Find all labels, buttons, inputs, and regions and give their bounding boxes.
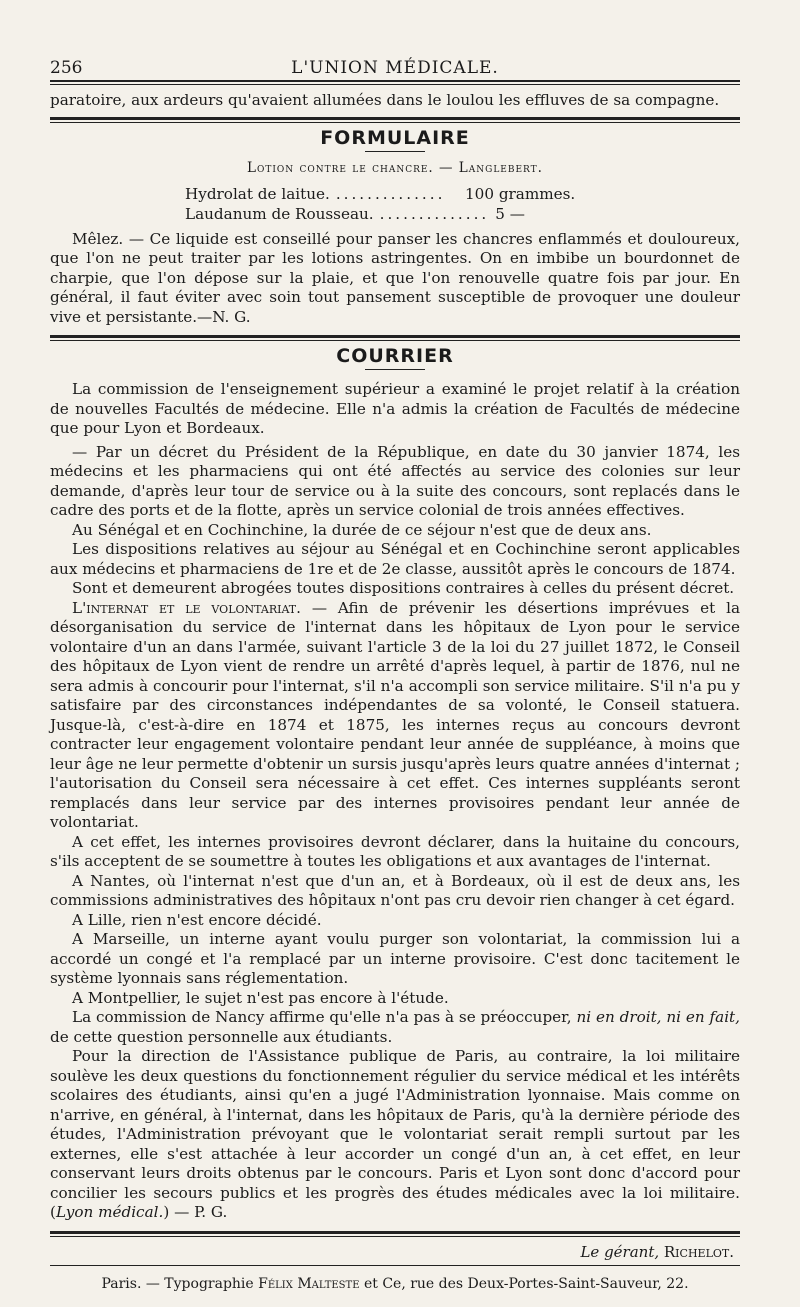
formulaire-body: Mêlez. — Ce liquide est conseillé pour panser les chancres enflammés et douloureux, que l'on ne peut traiter par les lotions astringentes. On en imbibe un bourdonnet de charpie, que l'on dépose sur la plaie, et que l'on renouvelle quatre fois par jour. En général, il faut éviter avec soin tout pansement susceptible de provoquer une douleur vive et persistante.—N. G. <box>50 229 740 326</box>
formulaire-title: FORMULAIRE <box>320 126 470 149</box>
page-number: 256 <box>50 58 83 78</box>
ingredient-row <box>185 184 605 204</box>
internat-lead: L'internat et le volontariat. <box>72 598 301 617</box>
ingredient-row <box>185 204 605 224</box>
ingredient-name: Laudanum de Rousseau. <box>185 204 374 223</box>
nancy-text: La commission de Nancy affirme qu'elle n'a pas à se préoccuper, <box>72 1008 577 1026</box>
imprint-rule <box>50 1265 740 1266</box>
journal-title: L'UNION MÉDICALE. <box>291 58 499 78</box>
ingredient-list <box>185 184 605 224</box>
ingredient-quantity: 100 grammes. <box>465 184 576 203</box>
title-underline <box>365 151 425 152</box>
printer-imprint <box>50 1276 740 1292</box>
page-content <box>50 50 740 1292</box>
news-paragraph: Au Sénégal et en Cochinchine, la durée de ce séjour n'est que de deux ans. <box>72 520 652 539</box>
news-paragraph: La commission de l'enseignement supérieur a examiné le projet relatif à la création de nouvelles Facultés de médecine. Elle n'a admis la création de Facultés de médecine que pour Lyon et Bordeaux. <box>50 380 740 437</box>
gerant-label: Le gérant, <box>580 1242 660 1261</box>
news-paragraph: — Par un décret du Président de la République, en date du 30 janvier 1874, les médecins et les pharmaciens qui ont été affectés au service des colonies sur leur demande, d'après leur tour de service ou à la suite des concours, sont replacés dans le cadre des ports et de la flotte, après un service colonial de trois années effectives. <box>50 442 740 519</box>
news-paragraph: A Nantes, où l'internat n'est que d'un an, et à Bordeaux, où il est de deux ans, les commissions administratives des hôpitaux n'ont pas cru devoir rien changer à cet égard. <box>50 871 740 909</box>
header-rule <box>50 80 740 85</box>
internat-text: — Afin de prévenir les désertions imprévues et la désorganisation du service de l'internat dans les hôpitaux de Lyon pour le service volontaire d'un an dans l'armée, suivant l'article 3 de la loi du 27 juillet 1872, le Conseil des hôpitaux de Lyon vient de rendre un arrêté d'après lequel, à partir de 1876, nul ne sera admis à concourir pour l'internat, s'il n'a accompli son service militaire. S'il n'a pu y satisfaire par des circonstances indépendantes de sa volonté, le Conseil statuera. Jusque-là, c'est-à-dire en 1874 et 1875, les internes reçus au concours devront contracter leur engagement volontaire pendant leur année de suppléance, à moins que leur âge ne leur permette d'obtenir un sursis jusqu'après leurs quatre années d'internat ; l'autorisation du Conseil sera nécessaire à cet effet. Ces internes suppléants seront remplacés dans leur service par des internes provisoires pendant leur année de volontariat. <box>50 598 740 831</box>
ingredient-name: Hydrolat de laitue. <box>185 184 330 203</box>
ingredient-quantity: 5 — <box>495 204 525 223</box>
internat-paragraph <box>50 599 740 833</box>
footer-rule <box>50 1231 740 1237</box>
section-rule-courrier <box>50 335 740 341</box>
news-paragraph: A Marseille, un interne ayant voulu purger son volontariat, la commission lui a accordé un congé et l'a remplacé par un interne provisoire. C'est donc tacitement le système lyonnais sans réglementation. <box>50 930 740 987</box>
news-paragraph: Sont et demeurent abrogées toutes dispositions contraires à celles du présent décret. <box>72 579 735 597</box>
imprint-prefix: Paris. — Typographie <box>101 1275 259 1292</box>
nancy-paragraph <box>50 1008 740 1047</box>
news-paragraph: Les dispositions relatives au séjour au Sénégal et en Cochinchine seront applicables aux médecins et pharmaciens de 1re et de 2e classe, aussitôt après le concours de 1874. <box>50 540 740 578</box>
news-paragraph: A cet effet, les internes provisoires devront déclarer, dans la huitaine du concours, s'ils acceptent de se soumettre à toutes les obligations et aux avantages de l'internat. <box>50 832 740 870</box>
gerant-line <box>50 1243 734 1261</box>
imprint-address: et Ce, rue des Deux-Portes-Saint-Sauveur, 22. <box>359 1275 689 1292</box>
continuation-paragraph: paratoire, aux ardeurs qu'avaient allumées dans le loulou les effluves de sa compagne. <box>50 91 720 109</box>
courrier-title: COURRIER <box>336 345 454 367</box>
section-rule-formulaire <box>50 117 740 123</box>
recipe-title: Lotion contre le chancre. — Langlebert. <box>247 159 543 176</box>
printer-name: Félix Malteste <box>258 1275 360 1292</box>
news-paragraph: A Lille, rien n'est encore décidé. <box>72 910 322 929</box>
gerant-name: Richelot. <box>659 1242 734 1261</box>
title-underline <box>365 369 425 370</box>
news-paragraph: A Montpellier, le sujet n'est pas encore à l'étude. <box>72 988 449 1007</box>
nancy-italic: ni en droit, ni en fait, <box>576 1008 740 1026</box>
author-signature: ) — P. G. <box>163 1203 228 1221</box>
leader-dots: .............. <box>379 204 490 223</box>
running-head <box>50 50 740 80</box>
leader-dots: .............. <box>335 184 446 203</box>
source-citation: Lyon médical. <box>55 1203 164 1221</box>
final-text: Pour la direction de l'Assistance publique de Paris, au contraire, la loi militaire soulève les deux questions du fonctionnement régulier du service médical et les intérêts scolaires des étudiants, ainsi qu'en a jugé l'Administration lyonnaise. Mais comme on n'arrive, en général, à l'internat, dans les hôpitaux de Paris, qu'à la dernière période des études, l'Administration prévoyant que le volontariat serait rempli surtout par les externes, elle s'est attachée à leur accorder un congé d'un an, à cet effet, en leur conservant leurs droits obtenus par le concours. Paris et Lyon sont donc d'accord pour concilier les secours publics et les progrès des études médicales avec la loi militaire. ( <box>50 1047 740 1221</box>
final-paragraph <box>50 1047 740 1223</box>
nancy-text-end: de cette question personnelle aux étudiants. <box>50 1027 393 1046</box>
